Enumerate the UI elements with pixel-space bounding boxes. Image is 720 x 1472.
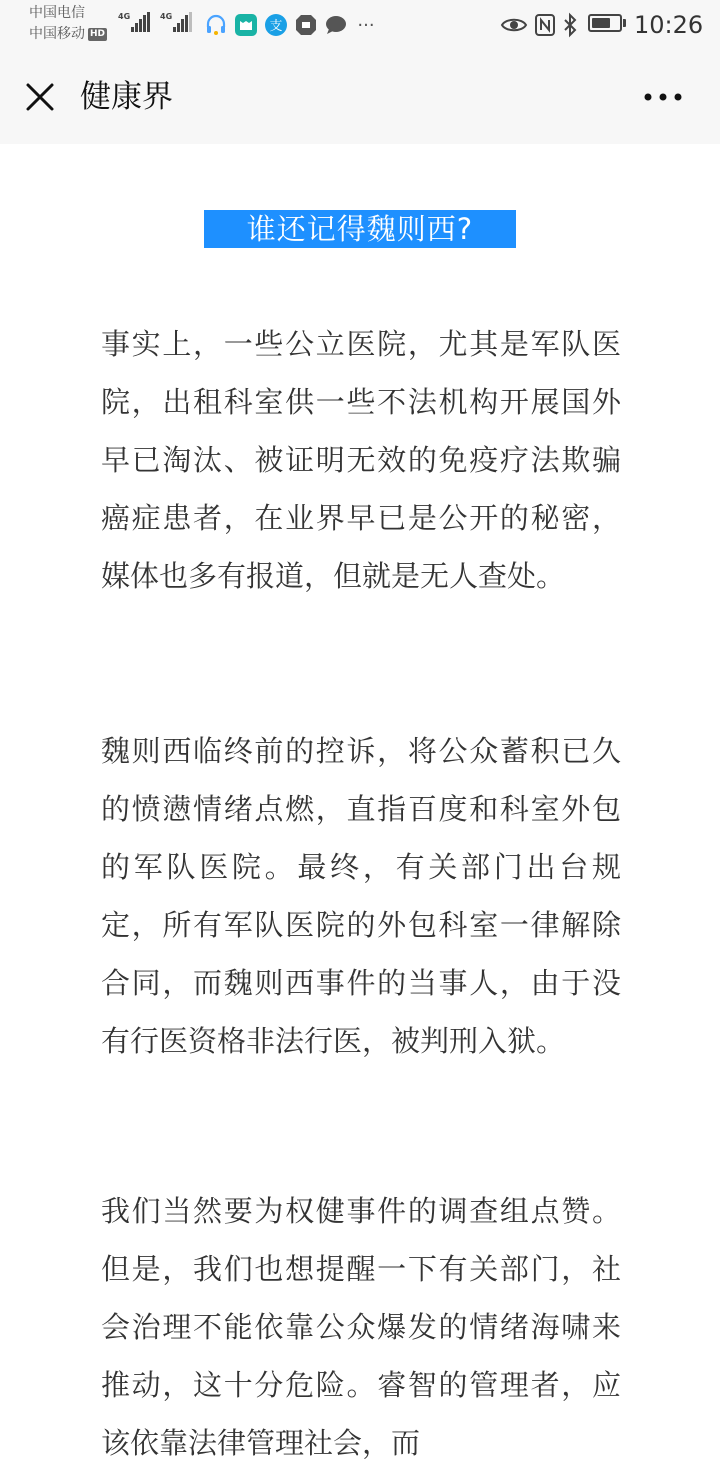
battery-level xyxy=(592,18,610,28)
headset-app-icon xyxy=(204,13,228,37)
network-2-label: 4G xyxy=(160,12,173,21)
carrier-1: 中国电信 xyxy=(29,5,85,21)
paragraph-3: 我们当然要为权健事件的调查组点赞。但是，我们也想提醒一下有关部门，社会治理不能依靠公众爆发的情绪海啸来推动，这十分危险。睿智的管理者，应该依靠法律管理社会，而 xyxy=(101,1194,621,1460)
signal-1-icon xyxy=(118,12,151,32)
clock: 10:26 xyxy=(634,11,704,39)
network-1-label: 4G xyxy=(118,12,131,21)
paragraph-2: 魏则西临终前的控诉，将公众蓄积已久的愤懑情绪点燃，直指百度和科室外包的军队医院。最终，有关部门出台规定，所有军队医院的外包科室一律解除合同，而魏则西事件的当事人，由于没有行医资格非法行医，被判刑入狱。 xyxy=(101,734,621,1058)
nfc-icon xyxy=(534,11,556,39)
mi-app-icon xyxy=(234,13,258,37)
page-title: 健康界 xyxy=(80,79,173,115)
more-dots-icon xyxy=(643,92,683,102)
hd-badge: HD xyxy=(90,29,106,39)
bluetooth-icon xyxy=(562,11,578,39)
article-body xyxy=(0,144,720,1460)
more-notifications-icon: ··· xyxy=(357,14,375,36)
signal-2-icon xyxy=(160,12,193,32)
close-button[interactable] xyxy=(20,77,60,117)
shield-app-icon xyxy=(294,13,318,37)
alipay-icon xyxy=(264,13,288,37)
battery-icon xyxy=(588,14,622,32)
more-options-button[interactable] xyxy=(638,77,688,117)
close-icon xyxy=(24,81,56,113)
article-heading: 谁还记得魏则西? xyxy=(204,210,516,248)
carrier-info xyxy=(29,3,107,45)
carrier-2: 中国移动 xyxy=(29,26,85,42)
message-icon xyxy=(324,13,348,37)
status-bar xyxy=(0,0,720,50)
battery-tip xyxy=(623,19,626,27)
title-bar xyxy=(0,50,720,144)
eye-comfort-icon xyxy=(500,11,528,39)
paragraph-1: 事实上，一些公立医院，尤其是军队医院，出租科室供一些不法机构开展国外早已淘汰、被证明无效的免疫疗法欺骗癌症患者，在业界早已是公开的秘密，媒体也多有报道，但就是无人查处。 xyxy=(101,327,621,593)
svg-text:支: 支 xyxy=(269,19,283,34)
